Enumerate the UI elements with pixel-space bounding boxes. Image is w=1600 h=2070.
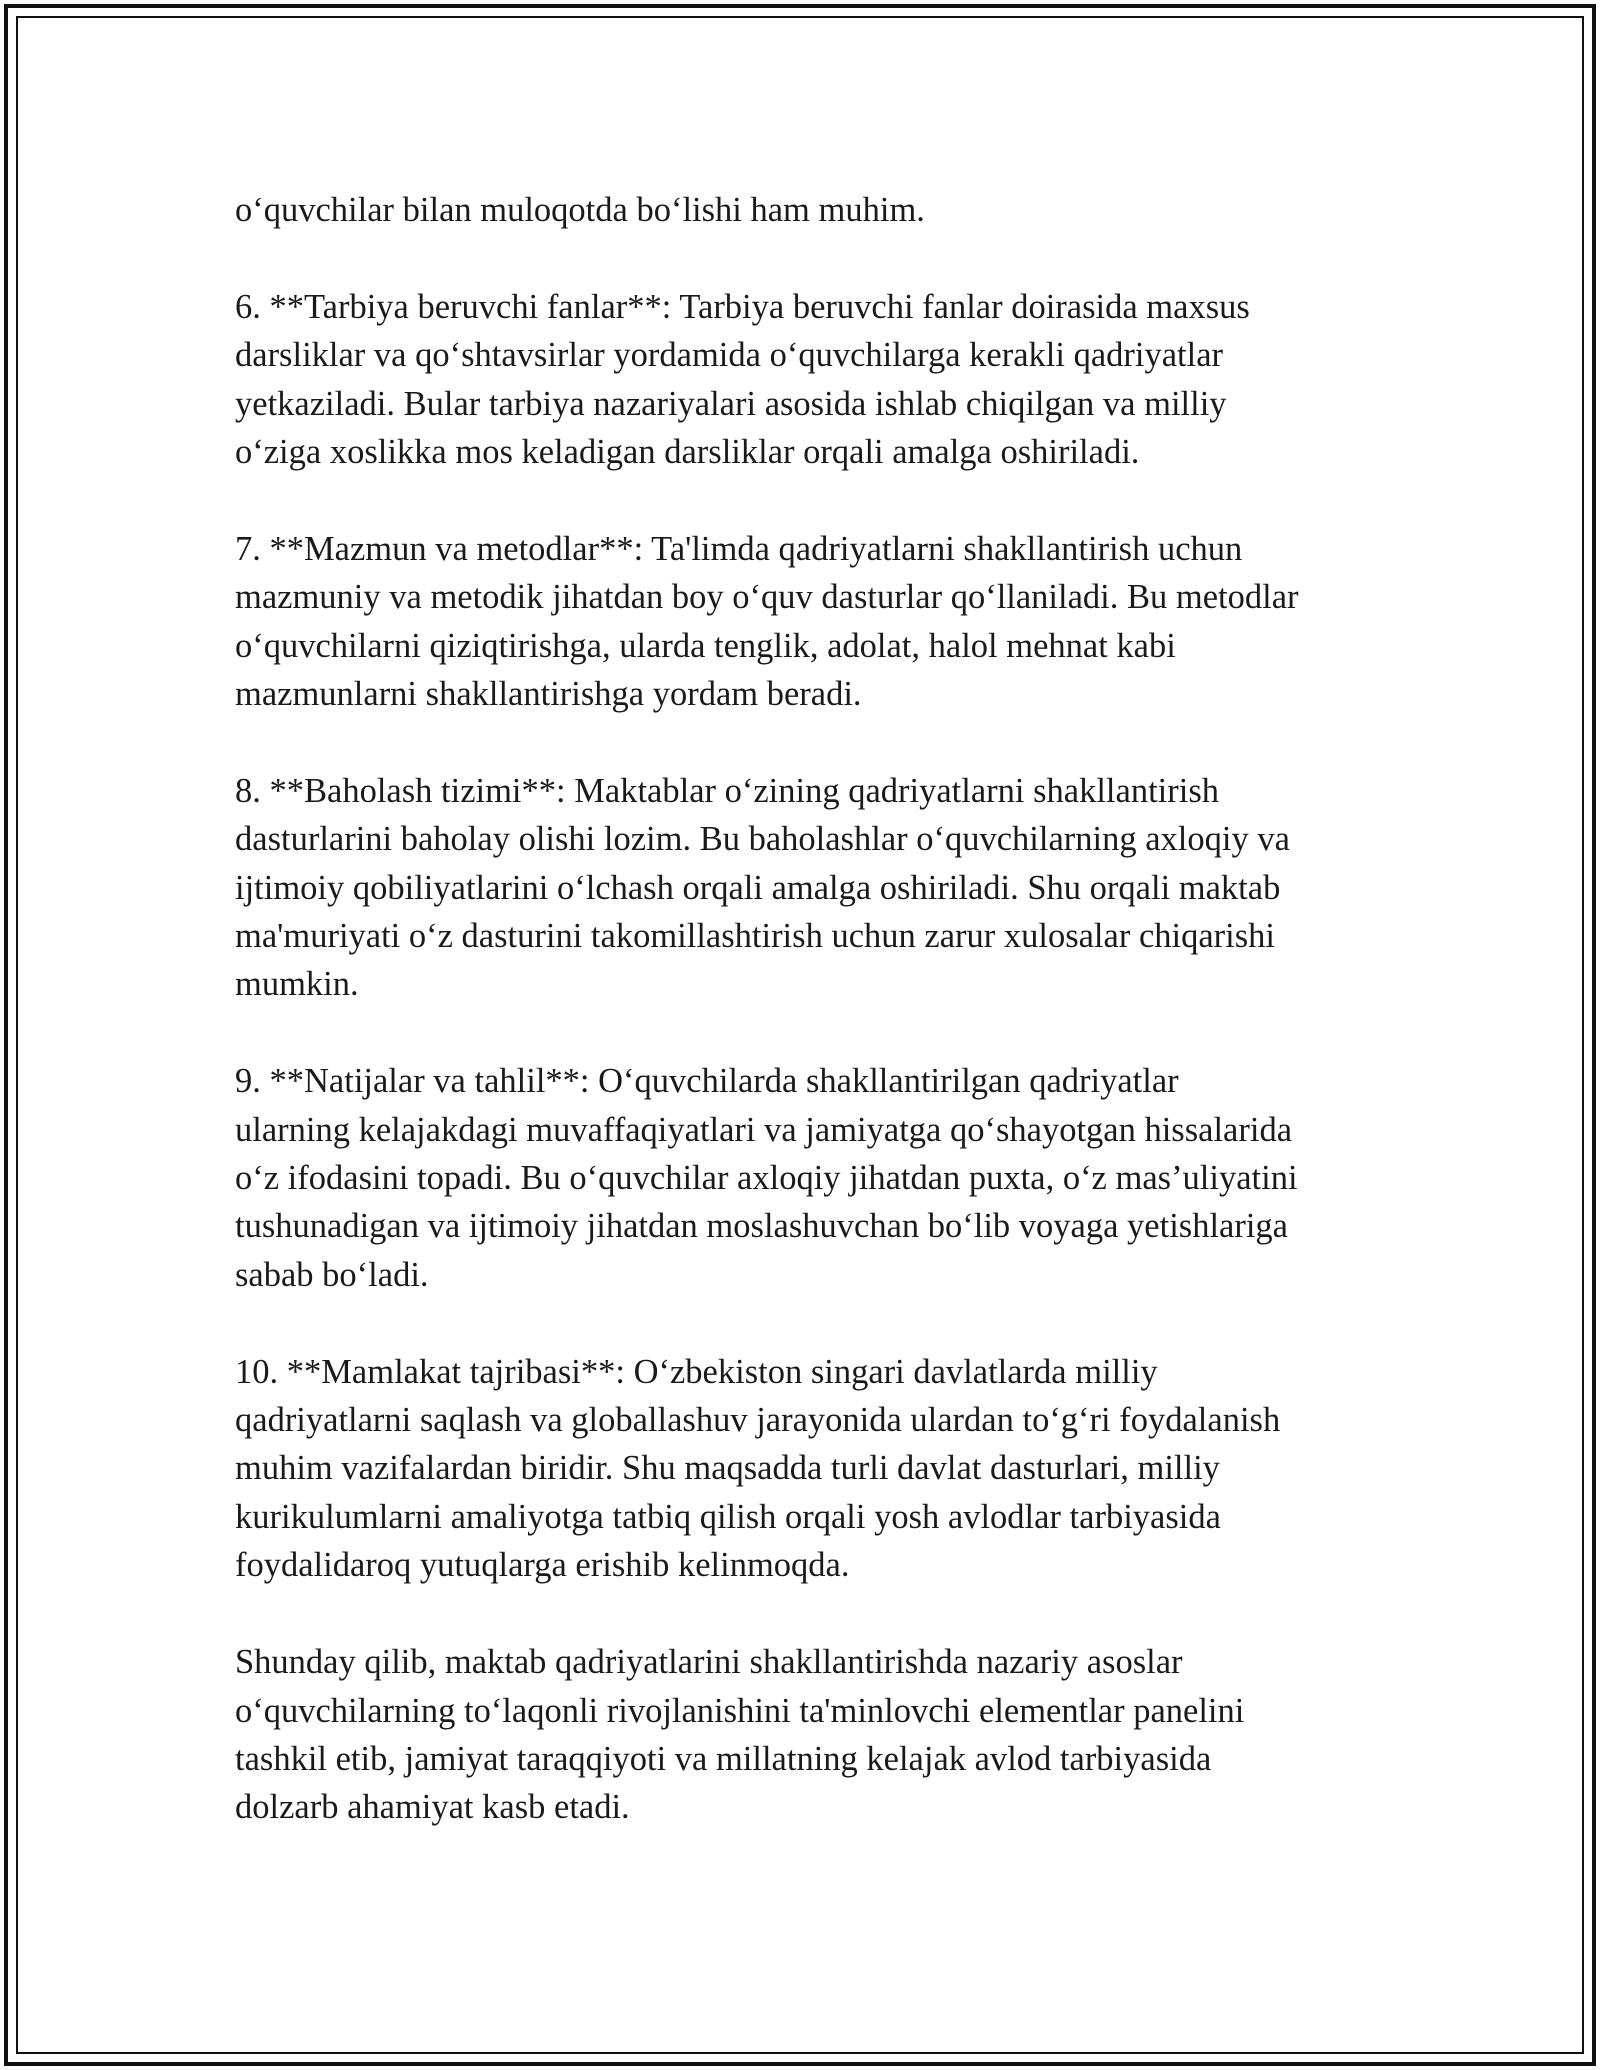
paragraph-item-7: 7. **Mazmun va metodlar**: Ta'limda qadriyatlarni shakllantirish uchun mazmuniy va metodik jihatdan boy o‘quv dasturlar qo‘llaniladi. Bu metodlar o‘quvchilarni qiziqtirishga, ularda tenglik, adolat, halol mehnat kabi mazmunlarni shakllantirishga yordam beradi. xyxy=(235,529,1299,714)
paragraph-continuation: o‘quvchilar bilan muloqotda bo‘lishi ham muhim. xyxy=(235,191,925,229)
paragraph-conclusion: Shunday qilib, maktab qadriyatlarini shakllantirishda nazariy asoslar o‘quvchilarning to‘laqonli rivojlanishini ta'minlovchi elementlar panelini tashkil etib, jamiyat taraqqiyoti va millatning kelajak avlod tarbiyasida dolzarb ahamiyat kasb etadi. xyxy=(235,1643,1245,1827)
paragraph-item-10: 10. **Mamlakat tajribasi**: O‘zbekiston singari davlatlarda milliy qadriyatlarni saqlash va globallashuv jarayonida ulardan to‘g‘ri foydalanish muhim vazifalardan biridir. Shu maqsadda turli davlat dasturlari, milliy kurikulumlarni amaliyotga tatbiq qilish orqali yosh avlodlar tarbiyasida foydalidaroq yutuqlarga erishib kelinmoqda. xyxy=(235,1352,1281,1585)
paragraph-item-9: 9. **Natijalar va tahlil**: O‘quvchilarda shakllantirilgan qadriyatlar ularning kelajakdagi muvaffaqiyatlari va jamiyatga qo‘shayotgan hissalarida o‘z ifodasini topadi. Bu o‘quvchilar axloqiy jihatdan puxta, o‘z mas’uliyatini tushunadigan va ijtimoiy jihatdan moslashuvchan bo‘lib voyaga yetishlariga sabab bo‘ladi. xyxy=(235,1062,1298,1294)
document-body xyxy=(235,186,1385,1832)
paragraph-item-6: 6. **Tarbiya beruvchi fanlar**: Tarbiya beruvchi fanlar doirasida maxsus darsliklar va qo‘shtavsirlar yordamida o‘quvchilarga kerakli qadriyatlar yetkaziladi. Bular tarbiya nazariyalari asosida ishlab chiqilgan va milliy o‘ziga xoslikka mos keladigan darsliklar orqali amalga oshiriladi. xyxy=(235,287,1250,472)
paragraph-item-8: 8. **Baholash tizimi**: Maktablar o‘zining qadriyatlarni shakllantirish dasturlarini baholay olishi lozim. Bu baholashlar o‘quvchilarning axloqiy va ijtimoiy qobiliyatlarini o‘lchash orqali amalga oshiriladi. Shu orqali maktab ma'muriyati o‘z dasturini takomillashtirish uchun zarur xulosalar chiqarishi mumkin. xyxy=(235,771,1290,1004)
